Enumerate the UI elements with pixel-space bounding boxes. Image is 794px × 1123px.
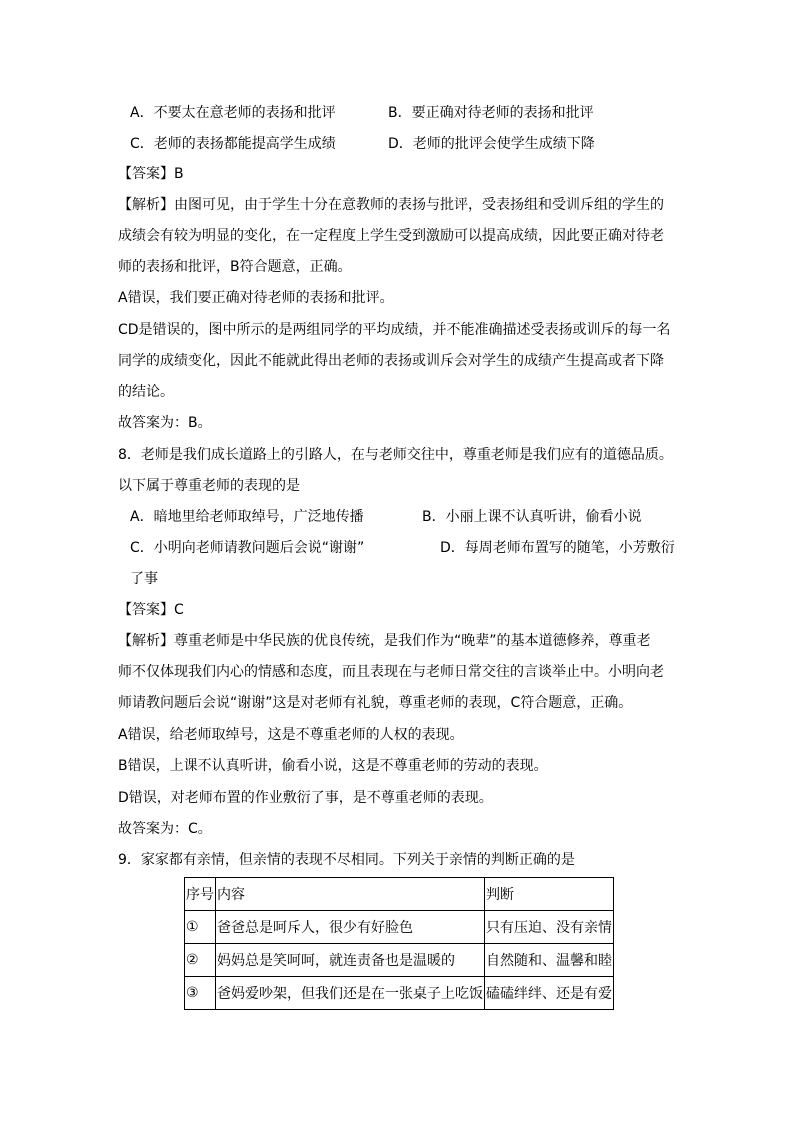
- table-header-row: [185, 878, 614, 911]
- option-c: C．小明向老师请教问题后会说“谢谢”: [130, 540, 365, 556]
- option-b: B．要正确对待老师的表扬和批评: [388, 105, 594, 121]
- final-answer: 故答案为：B。: [118, 415, 212, 431]
- table-cell: ①: [185, 911, 216, 944]
- analysis-line: 师的表扬和批评，B符合题意，正确。: [118, 259, 352, 275]
- answer: 【答案】C: [118, 602, 184, 618]
- explanation-cd: CD是错误的，图中所示的是两组同学的平均成绩，并不能准确描述受表扬或训斥的每一名: [118, 322, 671, 338]
- explanation-cd: 的结论。: [118, 384, 174, 400]
- table-cell: 爸妈爱吵架，但我们还是在一张桌子上吃饭: [216, 977, 485, 1010]
- question-stem: 8．老师是我们成长道路上的引路人，在与老师交往中，尊重老师是我们应有的道德品质。: [118, 447, 673, 463]
- table-cell: 爸爸总是呵斥人，很少有好脸色: [216, 911, 485, 944]
- header-cell: 内容: [216, 878, 485, 911]
- analysis-line: 成绩会有较为明显的变化，在一定程度上学生受到激励可以提高成绩，因此要正确对待老: [118, 228, 664, 244]
- question-stem: 9．家家都有亲情，但亲情的表现不尽相同。下列关于亲情的判断正确的是: [118, 852, 575, 868]
- option-d: D．每周老师布置写的随笔，小芳敷衍: [440, 540, 675, 556]
- question-stem: 以下属于尊重老师的表现的是: [118, 478, 300, 494]
- table-cell: 妈妈总是笑呵呵，就连责备也是温暖的: [216, 944, 485, 977]
- table-row: [185, 944, 614, 977]
- table-cell: 磕磕绊绊、还是有爱: [485, 977, 614, 1010]
- analysis-line: 【解析】由图可见，由于学生十分在意教师的表扬与批评，受表扬组和受训斥组的学生的: [118, 197, 664, 213]
- explanation-d: D错误，对老师布置的作业敷衍了事，是不尊重老师的表现。: [118, 790, 493, 806]
- table-cell: 自然随和、温馨和睦: [485, 944, 614, 977]
- family-table: [184, 877, 614, 1010]
- analysis-line: 师请教问题后会说“谢谢”这是对老师有礼貌，尊重老师的表现，C符合题意，正确。: [118, 695, 633, 711]
- table-cell: ②: [185, 944, 216, 977]
- header-cell: 序号: [185, 878, 216, 911]
- analysis-line: 师不仅体现我们内心的情感和态度，而且表现在与老师日常交往的言谈举止中。小明向老: [118, 664, 664, 680]
- final-answer: 故答案为：C。: [118, 821, 212, 837]
- analysis-line: 【解析】尊重老师是中华民族的优良传统，是我们作为“晚辈”的基本道德修养，尊重老: [118, 633, 651, 649]
- explanation-cd: 同学的成绩变化，因此不能就此得出老师的表扬或训斥会对学生的成绩产生提高或者下降: [118, 353, 664, 369]
- table-row: [185, 977, 614, 1010]
- option-d: D．老师的批评会使学生成绩下降: [388, 136, 595, 152]
- explanation-a: A错误，给老师取绰号，这是不尊重老师的人权的表现。: [118, 727, 464, 743]
- table-row: [185, 911, 614, 944]
- option-a: A．不要太在意老师的表扬和批评: [130, 105, 336, 121]
- table-cell: ③: [185, 977, 216, 1010]
- explanation-a: A错误，我们要正确对待老师的表扬和批评。: [118, 290, 394, 306]
- answer: 【答案】B: [118, 166, 184, 182]
- header-cell: 判断: [485, 878, 614, 911]
- option-d-cont: 了事: [130, 571, 158, 587]
- explanation-b: B错误，上课不认真听讲，偷看小说，这是不尊重老师的劳动的表现。: [118, 758, 548, 774]
- table-cell: 只有压迫、没有亲情: [485, 911, 614, 944]
- option-a: A．暗地里给老师取绰号，广泛地传播: [130, 509, 364, 525]
- option-c: C．老师的表扬都能提高学生成绩: [130, 136, 336, 152]
- option-b: B．小丽上课不认真听讲，偷看小说: [422, 509, 642, 525]
